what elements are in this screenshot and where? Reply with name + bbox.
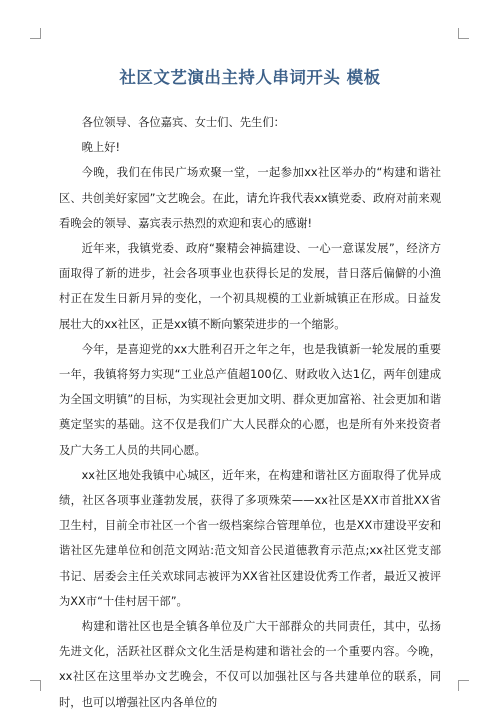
crop-mark-top-left (30, 28, 41, 39)
document-title: 社区文艺演出主持人串词开头 模板 (119, 68, 381, 87)
greeting-paragraph: 晚上好! (81, 141, 121, 155)
body-paragraph: 今晚，我们在伟民广场欢聚一堂，一起参加xx社区举办的“构建和谐社区、共创美好家园”文艺晚会。在此，请允许我代表xx镇党委、政府对前来观看晚会的领导、嘉宾表示热烈的欢迎和衷心的感谢! (59, 166, 441, 230)
crop-mark-top-right (458, 28, 469, 39)
document-body (59, 110, 441, 715)
body-paragraph: 今年，是喜迎党的xx大胜利召开之年之年，也是我镇新一轮发展的重要一年，我镇将努力实现“工业总产值超100亿、财政收入达1亿，两年创建成为全国文明镇”的目标，为实现社会更加文明、群众更加富裕、社会更加和谐奠定坚实的基础。这不仅是我们广大人民群众的心愿，也是所有外来投资者及广大务工人员的共同心愿。 (59, 342, 441, 457)
body-paragraph: 近年来，我镇党委、政府“聚精会神搞建设、一心一意谋发展”，经济方面取得了新的进步，社会各项事业也获得长足的发展，昔日落后偏僻的小渔村正在发生日新月异的变化，一个初具规模的工业新城镇正在形成。日益发展壮大的xx社区，正是xx镇不断向繁荣进步的一个缩影。 (59, 242, 441, 331)
body-paragraph: xx社区地处我镇中心城区，近年来，在构建和谐社区方面取得了优异成绩，社区各项事业蓬勃发展，获得了多项殊荣——xx社区是XX市首批XX省卫生村，目前全市社区一个省一级档案综合管理单位，也是XX市建设平安和谐社区先建单位和创范文网站:范文知音公民道德教育示范点;xx社区党支部书记、居委会主任关欢球同志被评为XX省社区建设优秀工作者，最近又被评为XX市“十佳村居干部”。 (59, 468, 441, 608)
salutation-paragraph: 各位领导、各位嘉宾、女士们、先生们： (81, 116, 285, 129)
crop-mark-bottom-right (458, 680, 469, 691)
body-paragraph: 构建和谐社区也是全镇各单位及广大干部群众的共同责任，其中，弘扬先进文化，活跃社区群众文化生活是构建和谐社会的一个重要内容。今晚，xx社区在这里举办文艺晚会，不仅可以加强社区与各共建单位的联系，同时，也可以增强社区内各单位的 (59, 620, 441, 709)
crop-mark-bottom-left (30, 680, 41, 691)
